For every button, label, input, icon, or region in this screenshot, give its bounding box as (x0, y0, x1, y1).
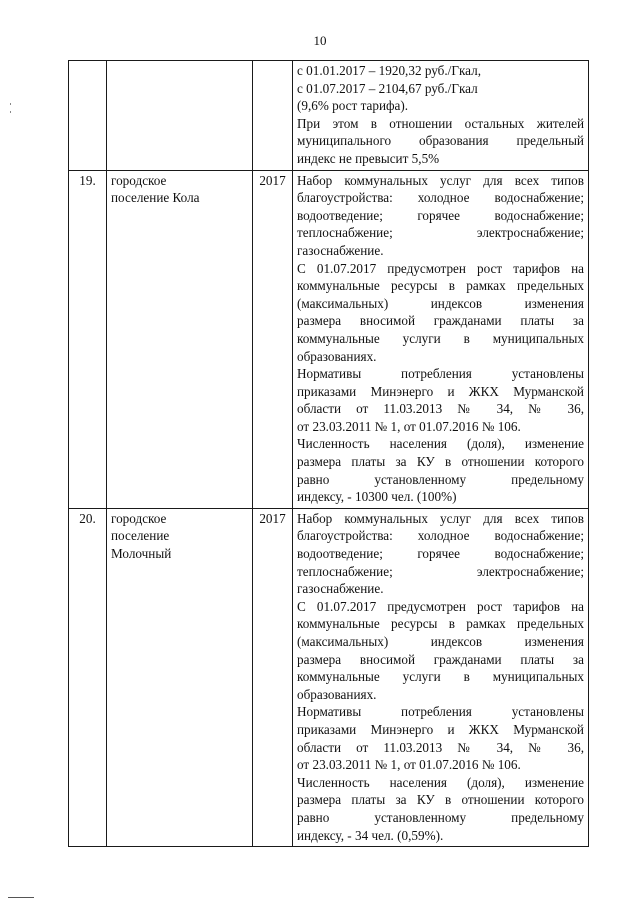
description-line: индекс не превысит 5,5% (297, 150, 440, 166)
description-line: размера вносимой гражданами платы за (297, 313, 584, 329)
description-line: индексу, - 34 чел. (0,59%). (297, 827, 444, 843)
description-line: (максимальных) индексов изменения (297, 295, 584, 311)
municipality-name-line: поселение (111, 528, 170, 544)
description-cell (293, 508, 589, 846)
description-line: водоотведение; горячее водоснабжение; (297, 546, 584, 562)
year-cell: 2017 (253, 170, 293, 508)
description-line: теплоснабжение; электроснабжение; (297, 225, 584, 241)
description-line: Набор коммунальных услуг для всех типов (297, 510, 584, 526)
description-line: коммунальные услуги в муниципальных (297, 669, 584, 685)
description-line: индексу, - 10300 чел. (100%) (297, 489, 457, 505)
tariff-table (68, 60, 589, 847)
description-cell (293, 170, 589, 508)
description-line: газоснабжение. (297, 581, 384, 597)
row-number-cell: 19. (69, 170, 107, 508)
municipality-name-cell (107, 170, 253, 508)
description-line: с 01.01.2017 – 1920,32 руб./Гкал, (297, 63, 482, 78)
description-line: равно установленному предельному (297, 471, 584, 487)
description-line: благоустройства: холодное водоснабжение; (297, 190, 584, 206)
municipality-name-line: городское (111, 172, 167, 188)
description-line: коммунальные услуги в муниципальных (297, 330, 584, 346)
page-number: 10 (313, 33, 327, 48)
description-line: коммунальные ресурсы в рамках предельных (297, 616, 584, 632)
description-line: с 01.07.2017 – 2104,67 руб./Гкал (297, 80, 478, 96)
row-number-cell (69, 61, 107, 171)
description-line: размера платы за КУ в отношении которого (297, 454, 584, 470)
description-line: С 01.07.2017 предусмотрен рост тарифов на (297, 598, 584, 614)
scan-artifact (10, 103, 11, 105)
description-line: образованиях. (297, 686, 377, 702)
description-line: (максимальных) индексов изменения (297, 634, 584, 649)
description-line: муниципального образования предельный (297, 133, 584, 149)
table-row (69, 61, 589, 171)
description-line: Набор коммунальных услуг для всех типов (297, 172, 584, 188)
scan-artifact (10, 111, 11, 113)
description-line: (9,6% рост тарифа). (297, 98, 409, 114)
year-cell: 2017 (253, 508, 293, 846)
row-number-cell: 20. (69, 508, 107, 846)
description-line: Численность населения (доля), изменение (297, 774, 584, 790)
description-line: коммунальные ресурсы в рамках предельных (297, 278, 584, 294)
description-line: образованиях. (297, 348, 377, 364)
table-row (69, 170, 589, 508)
description-line: При этом в отношении остальных жителей (297, 115, 584, 131)
description-line: теплоснабжение; электроснабжение; (297, 563, 584, 579)
description-line: от 23.03.2011 № 1, от 01.07.2016 № 106. (297, 418, 521, 434)
description-line: размера вносимой гражданами платы за (297, 651, 584, 667)
description-line: равно установленному предельному (297, 809, 584, 825)
municipality-name-line: поселение Кола (111, 190, 200, 206)
table-body (69, 61, 589, 847)
description-line: Численность населения (доля), изменение (297, 436, 584, 452)
description-line: водоотведение; горячее водоснабжение; (297, 207, 584, 223)
description-line: размера платы за КУ в отношении которого (297, 792, 584, 808)
description-line: приказами Минэнерго и ЖКХ Мурманской (297, 383, 584, 399)
municipality-name-line: городское (111, 510, 167, 526)
municipality-name-line: Молочный (111, 546, 172, 562)
description-line: области от 11.03.2013 № 34, № 36, (297, 739, 584, 755)
description-line: Нормативы потребления установлены (297, 704, 584, 720)
description-line: газоснабжение. (297, 242, 384, 258)
scan-artifact (8, 897, 34, 898)
description-line: приказами Минэнерго и ЖКХ Мурманской (297, 721, 584, 737)
table-row (69, 508, 589, 846)
description-line: благоустройства: холодное водоснабжение; (297, 528, 584, 544)
description-line: С 01.07.2017 предусмотрен рост тарифов на (297, 260, 584, 276)
description-line: области от 11.03.2013 № 34, № 36, (297, 401, 584, 417)
year-cell (253, 61, 293, 171)
description-cell (293, 61, 589, 171)
description-line: Нормативы потребления установлены (297, 366, 584, 382)
municipality-name-cell (107, 508, 253, 846)
description-line: от 23.03.2011 № 1, от 01.07.2016 № 106. (297, 757, 521, 773)
municipality-name-cell (107, 61, 253, 171)
